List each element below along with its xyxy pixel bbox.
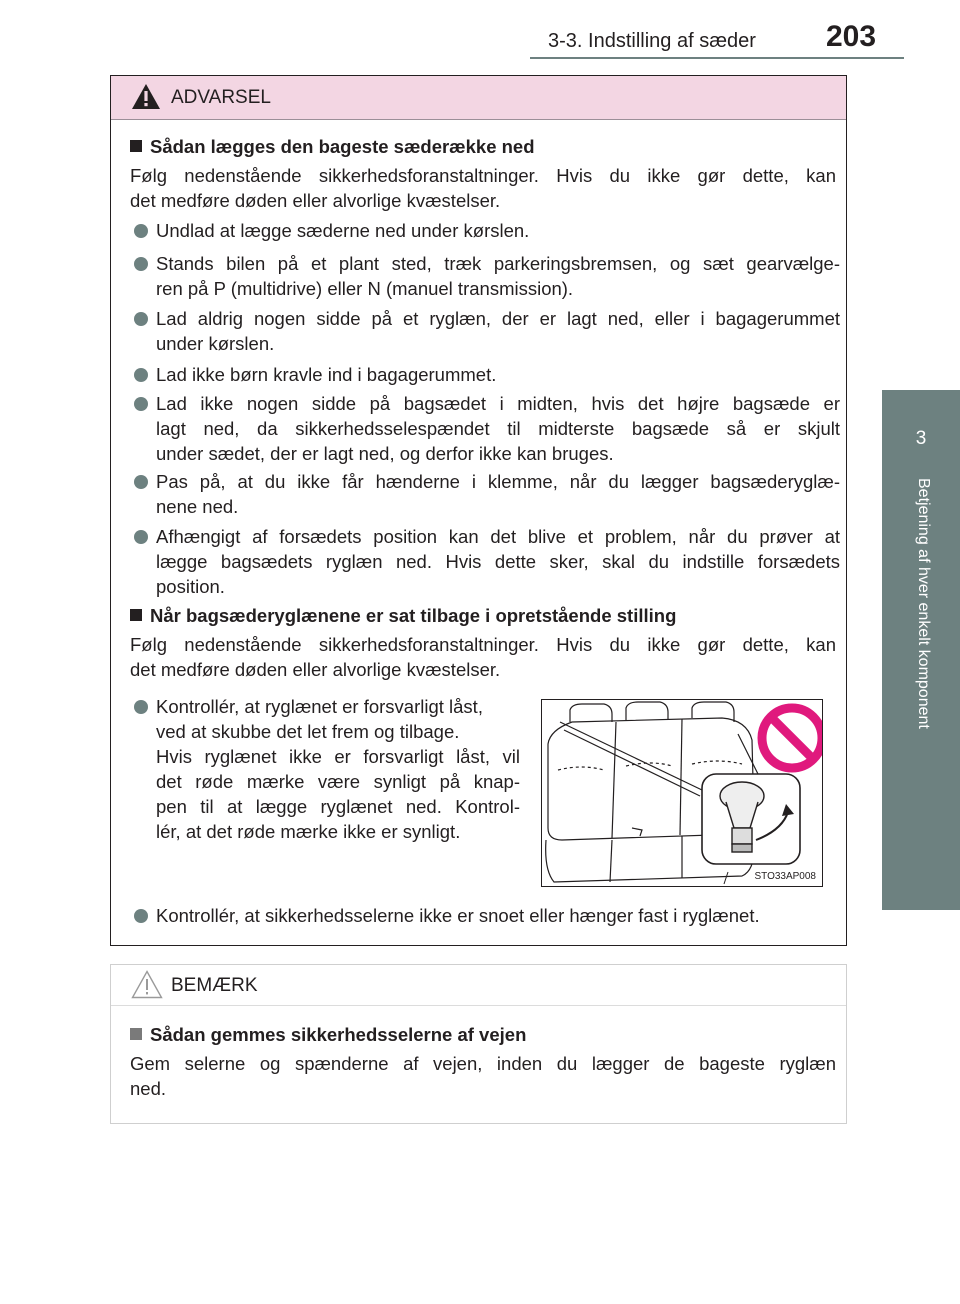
warning-title-bar — [111, 76, 846, 120]
note-text: Gem selerne og spænderne af vejen, inden du lægger de bageste ryglæn ned. — [130, 1053, 836, 1099]
bullet-dot-icon — [134, 312, 148, 326]
warning-triangle-icon — [131, 83, 161, 110]
list-item: Kontrollér, at ryglænet er forsvarligt låst, ved at skubbe det let frem og tilbage. Hvis ryglænet ikke er forsvarligt låst, vil det røde mærke være synligt på knap- pen til at lægge ryglænet ned. Kontrol- lér, at det røde mærke ikke er synligt. — [156, 696, 520, 842]
section-intro: Følg nedenstående sikkerhedsforanstaltninger. Hvis du ikke gør dette, kan det medføre døden eller alvorlige kvæstelser. — [130, 634, 836, 680]
bullet-dot-icon — [134, 257, 148, 271]
caution-triangle-icon — [131, 970, 163, 999]
section-intro: Følg nedenstående sikkerhedsforanstaltninger. Hvis du ikke gør dette, kan det medføre døden eller alvorlige kvæstelser. — [130, 165, 836, 211]
bullet-dot-icon — [134, 368, 148, 382]
bullet-dot-icon — [134, 909, 148, 923]
note-title: BEMÆRK — [171, 975, 258, 996]
square-bullet-icon — [130, 1028, 142, 1040]
bullet-dot-icon — [134, 530, 148, 544]
list-item: Afhængigt af forsædets position kan det blive et problem, når du prøver at lægge bagsædets ryglæn ned. Hvis dette sker, skal du indstille forsædets position. — [156, 526, 840, 597]
section-heading: Når bagsæderyglænene er sat tilbage i opretstående stilling — [130, 605, 676, 627]
page-number: 203 — [826, 20, 877, 53]
running-header: 3-3. Indstilling af sæder — [548, 30, 756, 52]
bullet-dot-icon — [134, 700, 148, 714]
seat-lock-illustration — [541, 699, 823, 887]
section-heading: Sådan lægges den bageste sæderække ned — [130, 136, 535, 158]
bullet-dot-icon — [134, 397, 148, 411]
chapter-title: Betjening af hver enkelt komponent — [915, 478, 932, 729]
bullet-dot-icon — [134, 475, 148, 489]
list-item: Kontrollér, at sikkerhedsselerne ikke er snoet eller hænger fast i ryglænet. — [156, 905, 760, 926]
rear-seat-drawing — [542, 700, 823, 887]
square-bullet-icon — [130, 140, 142, 152]
note-title-bar — [111, 965, 846, 1006]
bullet-dot-icon — [134, 224, 148, 238]
section-heading: Sådan gemmes sikkerhedsselerne af vejen — [130, 1024, 526, 1046]
list-item: Lad aldrig nogen sidde på et ryglæn, der er lagt ned, eller i bagagerummet under kørslen. — [156, 308, 840, 354]
list-item: Undlad at lægge sæderne ned under kørslen. — [156, 220, 530, 241]
list-item: Lad ikke børn kravle ind i bagagerummet. — [156, 364, 497, 385]
list-item: Stands bilen på et plant sted, træk parkeringsbremsen, og sæt gearvælge- ren på P (multidrive) eller N (manuel transmission). — [156, 253, 840, 299]
list-item: Pas på, at du ikke får hænderne i klemme, når du lægger bagsæderyglæ- nene ned. — [156, 471, 840, 517]
list-item: Lad ikke nogen sidde på bagsædet i midten, hvis det højre bagsæde er lagt ned, da sikkerhedsselespændet til midterste bagsæde så er skjult under sædet, der er lagt ned, og derfor ikke kan bruges. — [156, 393, 840, 464]
illustration-code: STO33AP008 — [754, 871, 816, 882]
chapter-number: 3 — [915, 428, 927, 449]
chapter-tab — [882, 390, 960, 910]
warning-title: ADVARSEL — [171, 87, 271, 108]
square-bullet-icon — [130, 609, 142, 621]
header-rule — [530, 57, 904, 59]
